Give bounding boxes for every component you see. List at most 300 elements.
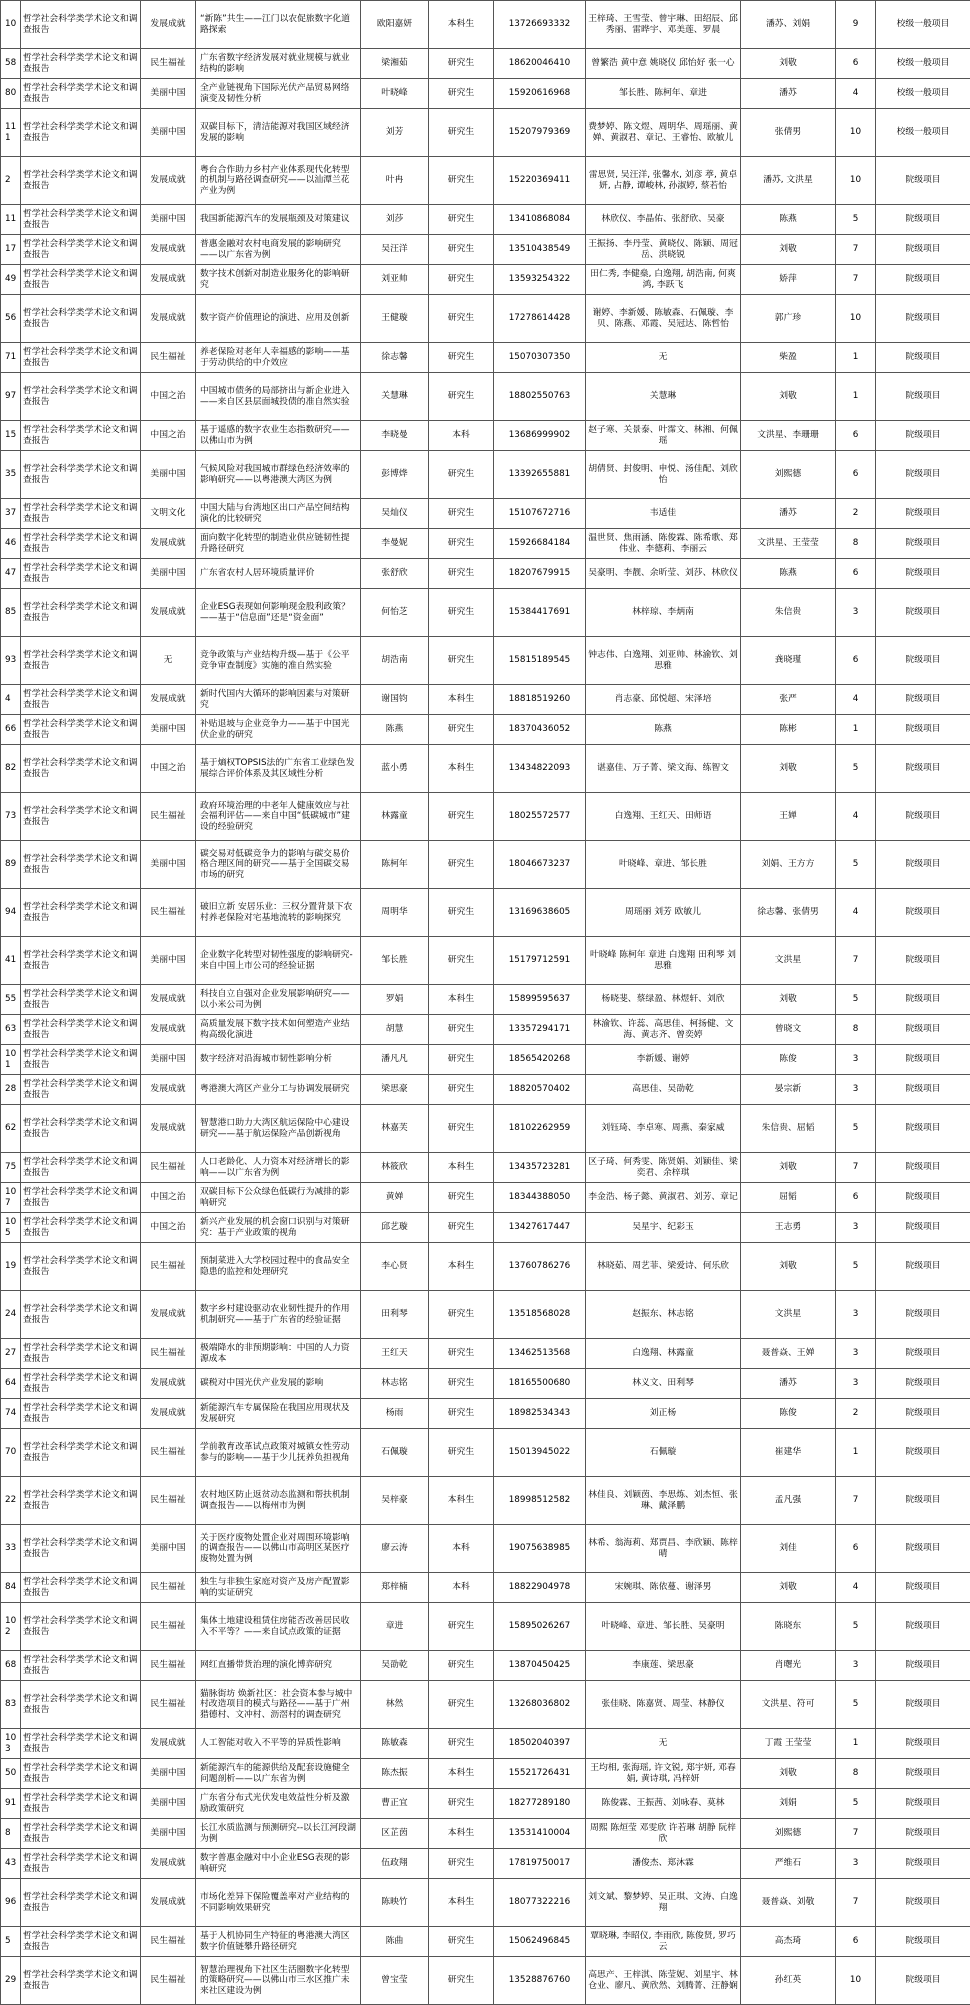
project-grade-cell: 院级项目 bbox=[876, 1573, 970, 1603]
contact-phone-cell: 15179712591 bbox=[494, 937, 586, 985]
project-grade-cell: 院级项目 bbox=[876, 745, 970, 793]
project-theme-cell: 民生福祉 bbox=[141, 1603, 196, 1651]
team-members-cell: 林渝钦、许蕊、高思佳、柯扬健、文海、黄志齐、曾奕婷 bbox=[586, 1015, 741, 1045]
project-theme-cell: 美丽中国 bbox=[141, 79, 196, 109]
team-members-cell: 刘钰琦、李卓寒、周燕、秦家威 bbox=[586, 1105, 741, 1153]
contact-phone-cell: 15207979369 bbox=[494, 109, 586, 157]
project-id-cell: 103 bbox=[1, 1729, 21, 1759]
project-leader-cell: 陈燕 bbox=[361, 715, 429, 745]
contact-phone-cell: 15926684184 bbox=[494, 529, 586, 559]
project-leader-cell: 胡慧 bbox=[361, 1015, 429, 1045]
project-title-cell: 独生与非独生家庭对资产及房产配置影响的实证研究 bbox=[196, 1573, 361, 1603]
member-count-cell: 3 bbox=[836, 1339, 876, 1369]
team-members-cell: 区子琦、何秀雯、陈贤娟、刘颖佳、梁奕君、余梓琪 bbox=[586, 1153, 741, 1183]
project-title-cell: 基于人机协同生产特征的粤港澳大湾区数字价值链攀升路径研究 bbox=[196, 1927, 361, 1957]
advisor-names-cell: 刘敬 bbox=[741, 1243, 836, 1291]
team-members-cell: 刘正杨 bbox=[586, 1399, 741, 1429]
advisor-names-cell: 孙红英 bbox=[741, 1957, 836, 2005]
student-level-cell: 本科生 bbox=[429, 685, 494, 715]
advisor-names-cell: 文洪星、符可 bbox=[741, 1681, 836, 1729]
team-members-cell: 李新媛、谢婷 bbox=[586, 1045, 741, 1075]
member-count-cell: 1 bbox=[836, 1729, 876, 1759]
project-leader-cell: 梁湘茹 bbox=[361, 49, 429, 79]
table-row bbox=[1, 1651, 970, 1681]
member-count-cell: 5 bbox=[836, 1681, 876, 1729]
table-row bbox=[1, 373, 970, 421]
project-rows bbox=[1, 1, 970, 2005]
project-id-cell: 49 bbox=[1, 265, 21, 295]
student-level-cell: 研究生 bbox=[429, 1075, 494, 1105]
member-count-cell: 4 bbox=[836, 793, 876, 841]
project-theme-cell: 美丽中国 bbox=[141, 1819, 196, 1849]
project-category-cell: 哲学社会科学类学术论文和调查报告 bbox=[21, 205, 141, 235]
project-id-cell: 8 bbox=[1, 1819, 21, 1849]
team-members-cell: 韦适佳 bbox=[586, 499, 741, 529]
project-id-cell: 102 bbox=[1, 1603, 21, 1651]
project-category-cell: 哲学社会科学类学术论文和调查报告 bbox=[21, 1105, 141, 1153]
contact-phone-cell: 18046673237 bbox=[494, 841, 586, 889]
project-category-cell: 哲学社会科学类学术论文和调查报告 bbox=[21, 985, 141, 1015]
member-count-cell: 7 bbox=[836, 1153, 876, 1183]
advisor-names-cell: 文洪星 bbox=[741, 937, 836, 985]
project-title-cell: 高质量发展下数字技术如何塑造产业结构高级化演进 bbox=[196, 1015, 361, 1045]
student-level-cell: 本科生 bbox=[429, 1, 494, 49]
team-members-cell: 关慧琳 bbox=[586, 373, 741, 421]
project-id-cell: 50 bbox=[1, 1759, 21, 1789]
contact-phone-cell: 19075638985 bbox=[494, 1525, 586, 1573]
project-category-cell: 哲学社会科学类学术论文和调查报告 bbox=[21, 1525, 141, 1573]
student-level-cell: 本科 bbox=[429, 421, 494, 451]
project-theme-cell: 民生福祉 bbox=[141, 1153, 196, 1183]
project-theme-cell: 民生福祉 bbox=[141, 343, 196, 373]
project-theme-cell: 发展成就 bbox=[141, 157, 196, 205]
project-leader-cell: 林筱欣 bbox=[361, 1153, 429, 1183]
project-grade-cell: 院级项目 bbox=[876, 559, 970, 589]
contact-phone-cell: 13410868084 bbox=[494, 205, 586, 235]
table-row bbox=[1, 265, 970, 295]
project-id-cell: 19 bbox=[1, 1243, 21, 1291]
project-grade-cell: 院级项目 bbox=[876, 1075, 970, 1105]
project-grade-cell: 院级项目 bbox=[876, 1789, 970, 1819]
project-leader-cell: 邱艺璇 bbox=[361, 1213, 429, 1243]
student-level-cell: 研究生 bbox=[429, 343, 494, 373]
table-row bbox=[1, 793, 970, 841]
contact-phone-cell: 15521726431 bbox=[494, 1759, 586, 1789]
project-leader-cell: 曹正宜 bbox=[361, 1789, 429, 1819]
team-members-cell: 高思佳、吴劭乾 bbox=[586, 1075, 741, 1105]
project-grade-cell: 院级项目 bbox=[876, 1291, 970, 1339]
team-members-cell: 谢婷、李新媛、陈敏森、石佩璇、李贝、陈燕、邓霞、吴冠达、陈哲怡 bbox=[586, 295, 741, 343]
advisor-names-cell: 郭广珍 bbox=[741, 295, 836, 343]
project-title-cell: 广东省数字经济发展对就业规模与就业结构的影响 bbox=[196, 49, 361, 79]
project-category-cell: 哲学社会科学类学术论文和调查报告 bbox=[21, 793, 141, 841]
advisor-names-cell: 文洪星、李珊珊 bbox=[741, 421, 836, 451]
contact-phone-cell: 18207679915 bbox=[494, 559, 586, 589]
student-level-cell: 研究生 bbox=[429, 1183, 494, 1213]
advisor-names-cell: 陈燕 bbox=[741, 559, 836, 589]
project-leader-cell: 曾宝莹 bbox=[361, 1957, 429, 2005]
table-row bbox=[1, 295, 970, 343]
table-row bbox=[1, 1927, 970, 1957]
project-title-cell: 政府环境治理的中老年人健康效应与社会福利评估——来自中国“低碳城市”建设的经验研究 bbox=[196, 793, 361, 841]
project-id-cell: 27 bbox=[1, 1339, 21, 1369]
project-title-cell: 数字技术创新对制造业服务化的影响研究 bbox=[196, 265, 361, 295]
student-level-cell: 研究生 bbox=[429, 841, 494, 889]
contact-phone-cell: 18802550763 bbox=[494, 373, 586, 421]
table-row bbox=[1, 559, 970, 589]
table-row bbox=[1, 1183, 970, 1213]
project-leader-cell: 刘莎 bbox=[361, 205, 429, 235]
project-grade-cell: 院级项目 bbox=[876, 1399, 970, 1429]
student-level-cell: 本科生 bbox=[429, 985, 494, 1015]
advisor-names-cell: 刘娟 bbox=[741, 1789, 836, 1819]
team-members-cell: 林梓琼、李炳南 bbox=[586, 589, 741, 637]
team-members-cell: 林佳良、刘颖茵、李思炼、刘杰恒、张琳、戴泽鹏 bbox=[586, 1477, 741, 1525]
student-level-cell: 研究生 bbox=[429, 1429, 494, 1477]
project-theme-cell: 发展成就 bbox=[141, 1729, 196, 1759]
contact-phone-cell: 13434822093 bbox=[494, 745, 586, 793]
member-count-cell: 4 bbox=[836, 1573, 876, 1603]
project-title-cell: 我国新能源汽车的发展瓶颈及对策建议 bbox=[196, 205, 361, 235]
team-members-cell: 温世贤、焦雨涵、陈俊霖、陈希歌、郑伟业、李德莉、李丽云 bbox=[586, 529, 741, 559]
project-category-cell: 哲学社会科学类学术论文和调查报告 bbox=[21, 1075, 141, 1105]
project-grade-cell: 院级项目 bbox=[876, 1429, 970, 1477]
project-grade-cell: 院级项目 bbox=[876, 1045, 970, 1075]
contact-phone-cell: 13462513568 bbox=[494, 1339, 586, 1369]
contact-phone-cell: 15062496845 bbox=[494, 1927, 586, 1957]
project-title-cell: 中国大陆与台湾地区出口产品空间结构演化的比较研究 bbox=[196, 499, 361, 529]
member-count-cell: 1 bbox=[836, 343, 876, 373]
project-theme-cell: 民生福祉 bbox=[141, 1573, 196, 1603]
student-level-cell: 研究生 bbox=[429, 1729, 494, 1759]
project-grade-cell: 校级一般项目 bbox=[876, 109, 970, 157]
member-count-cell: 1 bbox=[836, 715, 876, 745]
project-leader-cell: 王健璇 bbox=[361, 295, 429, 343]
table-row bbox=[1, 343, 970, 373]
table-row bbox=[1, 1681, 970, 1729]
project-id-cell: 84 bbox=[1, 1573, 21, 1603]
project-category-cell: 哲学社会科学类学术论文和调查报告 bbox=[21, 1789, 141, 1819]
contact-phone-cell: 13726693332 bbox=[494, 1, 586, 49]
project-theme-cell: 发展成就 bbox=[141, 529, 196, 559]
project-title-cell: 普惠金融对农村电商发展的影响研究——以广东省为例 bbox=[196, 235, 361, 265]
project-theme-cell: 中国之治 bbox=[141, 745, 196, 793]
student-level-cell: 研究生 bbox=[429, 529, 494, 559]
contact-phone-cell: 17819750017 bbox=[494, 1849, 586, 1879]
member-count-cell: 6 bbox=[836, 49, 876, 79]
table-row bbox=[1, 589, 970, 637]
project-leader-cell: 黄婵 bbox=[361, 1183, 429, 1213]
project-category-cell: 哲学社会科学类学术论文和调查报告 bbox=[21, 715, 141, 745]
project-category-cell: 哲学社会科学类学术论文和调查报告 bbox=[21, 1429, 141, 1477]
table-row bbox=[1, 79, 970, 109]
advisor-names-cell: 王婵 bbox=[741, 793, 836, 841]
project-category-cell: 哲学社会科学类学术论文和调查报告 bbox=[21, 1849, 141, 1879]
project-title-cell: 长江水质监测与预测研究--以长江河段湖为例 bbox=[196, 1819, 361, 1849]
project-grade-cell: 院级项目 bbox=[876, 1477, 970, 1525]
project-category-cell: 哲学社会科学类学术论文和调查报告 bbox=[21, 1399, 141, 1429]
project-title-cell: 网红直播带货治理的演化博弈研究 bbox=[196, 1651, 361, 1681]
project-category-cell: 哲学社会科学类学术论文和调查报告 bbox=[21, 1681, 141, 1729]
project-grade-cell: 院级项目 bbox=[876, 1369, 970, 1399]
team-members-cell: 曾繁浩 黄中意 姚晓仪 邱怡好 张一心 bbox=[586, 49, 741, 79]
team-members-cell: 钟志伟、白逸翔、刘亚帅、林渝钦、刘思雅 bbox=[586, 637, 741, 685]
contact-phone-cell: 13870450425 bbox=[494, 1651, 586, 1681]
project-category-cell: 哲学社会科学类学术论文和调查报告 bbox=[21, 373, 141, 421]
project-id-cell: 73 bbox=[1, 793, 21, 841]
student-level-cell: 本科生 bbox=[429, 1153, 494, 1183]
project-leader-cell: 田利琴 bbox=[361, 1291, 429, 1339]
project-theme-cell: 美丽中国 bbox=[141, 715, 196, 745]
project-id-cell: 5 bbox=[1, 1927, 21, 1957]
team-members-cell: 白逸翔、王红天、田师语 bbox=[586, 793, 741, 841]
advisor-names-cell: 刘佳 bbox=[741, 1525, 836, 1573]
advisor-names-cell: 刘敬 bbox=[741, 745, 836, 793]
contact-phone-cell: 18565420268 bbox=[494, 1045, 586, 1075]
project-theme-cell: 美丽中国 bbox=[141, 841, 196, 889]
student-level-cell: 研究生 bbox=[429, 589, 494, 637]
table-row bbox=[1, 1399, 970, 1429]
member-count-cell: 3 bbox=[836, 1291, 876, 1339]
project-id-cell: 66 bbox=[1, 715, 21, 745]
project-leader-cell: 周明华 bbox=[361, 889, 429, 937]
project-grade-cell: 校级一般项目 bbox=[876, 1, 970, 49]
student-level-cell: 研究生 bbox=[429, 295, 494, 343]
student-level-cell: 研究生 bbox=[429, 715, 494, 745]
advisor-names-cell: 柴盈 bbox=[741, 343, 836, 373]
student-level-cell: 本科生 bbox=[429, 1819, 494, 1849]
project-leader-cell: 杨雨 bbox=[361, 1399, 429, 1429]
member-count-cell: 7 bbox=[836, 1879, 876, 1927]
project-category-cell: 哲学社会科学类学术论文和调查报告 bbox=[21, 1573, 141, 1603]
team-members-cell: 高思产、王梓淇、陈莹妮、刘星宇、林仓业、廖凡、黄欣然、刘腾菁、汪静娴 bbox=[586, 1957, 741, 2005]
contact-phone-cell: 15220369411 bbox=[494, 157, 586, 205]
member-count-cell: 3 bbox=[836, 1213, 876, 1243]
project-leader-cell: 李曼妮 bbox=[361, 529, 429, 559]
project-grade-cell: 院级项目 bbox=[876, 1339, 970, 1369]
member-count-cell: 10 bbox=[836, 1957, 876, 2005]
project-leader-cell: 欧阳嘉妍 bbox=[361, 1, 429, 49]
project-leader-cell: 林露童 bbox=[361, 793, 429, 841]
project-leader-cell: 李心贤 bbox=[361, 1243, 429, 1291]
contact-phone-cell: 18822904978 bbox=[494, 1573, 586, 1603]
project-grade-cell: 院级项目 bbox=[876, 793, 970, 841]
project-grade-cell: 院级项目 bbox=[876, 841, 970, 889]
project-id-cell: 43 bbox=[1, 1849, 21, 1879]
project-grade-cell: 院级项目 bbox=[876, 373, 970, 421]
advisor-names-cell: 刘敬 bbox=[741, 1153, 836, 1183]
contact-phone-cell: 13528876760 bbox=[494, 1957, 586, 2005]
project-id-cell: 35 bbox=[1, 451, 21, 499]
advisor-names-cell: 文洪星 bbox=[741, 1291, 836, 1339]
project-theme-cell: 民生福祉 bbox=[141, 1339, 196, 1369]
project-title-cell: 学前教育改革试点政策对城镇女性劳动参与的影响——基于少儿抚养负担视角 bbox=[196, 1429, 361, 1477]
project-category-cell: 哲学社会科学类学术论文和调查报告 bbox=[21, 109, 141, 157]
project-id-cell: 10 bbox=[1, 1, 21, 49]
project-title-cell: 市场化差异下保险覆盖率对产业结构的不同影响效果研究 bbox=[196, 1879, 361, 1927]
project-theme-cell: 发展成就 bbox=[141, 295, 196, 343]
team-members-cell: 无 bbox=[586, 1729, 741, 1759]
project-title-cell: 企业ESG表现如何影响现金股利政策？——基于“信息面”还是“资金面” bbox=[196, 589, 361, 637]
team-members-cell: 费梦婷、陈文煜、周明华、周瑶丽、黄婵、黄淑君、章记、王睿怡、欧敏儿 bbox=[586, 109, 741, 157]
table-row bbox=[1, 1153, 970, 1183]
team-members-cell: 李金浩、杨子懿、黄淑君、刘芳、章记 bbox=[586, 1183, 741, 1213]
team-members-cell: 肖志豪、邱悦超、宋泽培 bbox=[586, 685, 741, 715]
advisor-names-cell: 刘敬 bbox=[741, 235, 836, 265]
project-grade-cell: 院级项目 bbox=[876, 157, 970, 205]
member-count-cell: 5 bbox=[836, 841, 876, 889]
student-level-cell: 研究生 bbox=[429, 1789, 494, 1819]
team-members-cell: 潘俊杰、郑沐霖 bbox=[586, 1849, 741, 1879]
member-count-cell: 5 bbox=[836, 1105, 876, 1153]
table-row bbox=[1, 205, 970, 235]
project-id-cell: 80 bbox=[1, 79, 21, 109]
advisor-names-cell: 刘敬 bbox=[741, 49, 836, 79]
table-row bbox=[1, 637, 970, 685]
project-id-cell: 96 bbox=[1, 1879, 21, 1927]
student-level-cell: 研究生 bbox=[429, 265, 494, 295]
project-leader-cell: 谢国钧 bbox=[361, 685, 429, 715]
student-level-cell: 研究生 bbox=[429, 1369, 494, 1399]
project-leader-cell: 潘凡凡 bbox=[361, 1045, 429, 1075]
project-leader-cell: 章进 bbox=[361, 1603, 429, 1651]
team-members-cell: 白逸翔、林露童 bbox=[586, 1339, 741, 1369]
contact-phone-cell: 18077322216 bbox=[494, 1879, 586, 1927]
team-members-cell: 刘文斌、黎梦婷、吴正琪、文涛、白逸翔 bbox=[586, 1879, 741, 1927]
project-category-cell: 哲学社会科学类学术论文和调查报告 bbox=[21, 1153, 141, 1183]
project-title-cell: 广东省分布式光伏发电效益性分析及激励政策研究 bbox=[196, 1789, 361, 1819]
team-members-cell: 赵振东、林志铭 bbox=[586, 1291, 741, 1339]
student-level-cell: 研究生 bbox=[429, 451, 494, 499]
project-category-cell: 哲学社会科学类学术论文和调查报告 bbox=[21, 559, 141, 589]
contact-phone-cell: 18620046410 bbox=[494, 49, 586, 79]
team-members-cell: 覃晓琳, 李昭仪, 李雨欣, 陈俊贤, 罗巧云 bbox=[586, 1927, 741, 1957]
project-theme-cell: 发展成就 bbox=[141, 1075, 196, 1105]
member-count-cell: 6 bbox=[836, 421, 876, 451]
project-id-cell: 17 bbox=[1, 235, 21, 265]
project-title-cell: 数字资产价值理论的演进、应用及创新 bbox=[196, 295, 361, 343]
project-title-cell: 企业数字化转型对韧性强度的影响研究-来自中国上市公司的经验证据 bbox=[196, 937, 361, 985]
project-title-cell: 智慧治理视角下社区生活圈数字化转型的策略研究——以佛山市三水区推广未来社区建设为例 bbox=[196, 1957, 361, 2005]
project-category-cell: 哲学社会科学类学术论文和调查报告 bbox=[21, 265, 141, 295]
project-title-cell: 人口老龄化、人力资本对经济增长的影响——以广东省为例 bbox=[196, 1153, 361, 1183]
student-level-cell: 研究生 bbox=[429, 793, 494, 841]
student-level-cell: 研究生 bbox=[429, 1651, 494, 1681]
project-grade-cell: 院级项目 bbox=[876, 1213, 970, 1243]
advisor-names-cell: 孟凡强 bbox=[741, 1477, 836, 1525]
contact-phone-cell: 15013945022 bbox=[494, 1429, 586, 1477]
project-grade-cell: 院级项目 bbox=[876, 1015, 970, 1045]
project-leader-cell: 徐志馨 bbox=[361, 343, 429, 373]
project-title-cell: 广东省农村人居环境质量评价 bbox=[196, 559, 361, 589]
project-title-cell: 气候风险对我国城市群绿色经济效率的影响研究——以粤港澳大湾区为例 bbox=[196, 451, 361, 499]
project-title-cell: 补贴退坡与企业竞争力——基于中国光伏企业的研究 bbox=[196, 715, 361, 745]
student-level-cell: 研究生 bbox=[429, 937, 494, 985]
project-title-cell: 碳交易对低碳竞争力的影响与碳交易价格合理区间的研究——基于全国碳交易市场的研究 bbox=[196, 841, 361, 889]
student-level-cell: 研究生 bbox=[429, 49, 494, 79]
table-row bbox=[1, 937, 970, 985]
contact-phone-cell: 15920616968 bbox=[494, 79, 586, 109]
project-id-cell: 82 bbox=[1, 745, 21, 793]
team-members-cell: 周熙 陈烜莹 邓雯欣 许若琳 胡静 阮梓欣 bbox=[586, 1819, 741, 1849]
advisor-names-cell: 朱信贵 bbox=[741, 589, 836, 637]
student-level-cell: 研究生 bbox=[429, 559, 494, 589]
advisor-names-cell: 潘苏 bbox=[741, 499, 836, 529]
member-count-cell: 5 bbox=[836, 1789, 876, 1819]
project-category-cell: 哲学社会科学类学术论文和调查报告 bbox=[21, 889, 141, 937]
project-title-cell: 极端降水的非预期影响：中国的人力资源成本 bbox=[196, 1339, 361, 1369]
member-count-cell: 7 bbox=[836, 265, 876, 295]
project-theme-cell: 民生福祉 bbox=[141, 1477, 196, 1525]
advisor-names-cell: 屈韬 bbox=[741, 1183, 836, 1213]
project-title-cell: 数字普惠金融对中小企业ESG表现的影响研究 bbox=[196, 1849, 361, 1879]
member-count-cell: 4 bbox=[836, 685, 876, 715]
member-count-cell: 3 bbox=[836, 1651, 876, 1681]
table-row bbox=[1, 1525, 970, 1573]
project-grade-cell: 院级项目 bbox=[876, 1603, 970, 1651]
contact-phone-cell: 18165500680 bbox=[494, 1369, 586, 1399]
project-category-cell: 哲学社会科学类学术论文和调查报告 bbox=[21, 79, 141, 109]
project-grade-cell: 院级项目 bbox=[876, 937, 970, 985]
student-level-cell: 研究生 bbox=[429, 109, 494, 157]
project-category-cell: 哲学社会科学类学术论文和调查报告 bbox=[21, 343, 141, 373]
project-theme-cell: 发展成就 bbox=[141, 1105, 196, 1153]
team-members-cell: 吴豪明、李靓、余昕莹、刘莎、林欣仪 bbox=[586, 559, 741, 589]
student-level-cell: 研究生 bbox=[429, 205, 494, 235]
advisor-names-cell: 朱信贵、屈韬 bbox=[741, 1105, 836, 1153]
project-id-cell: 93 bbox=[1, 637, 21, 685]
member-count-cell: 5 bbox=[836, 1603, 876, 1651]
member-count-cell: 3 bbox=[836, 1075, 876, 1105]
project-category-cell: 哲学社会科学类学术论文和调查报告 bbox=[21, 235, 141, 265]
contact-phone-cell: 18102262959 bbox=[494, 1105, 586, 1153]
member-count-cell: 7 bbox=[836, 1477, 876, 1525]
project-leader-cell: 石佩璇 bbox=[361, 1429, 429, 1477]
advisor-names-cell: 丁霞 王莹莹 bbox=[741, 1729, 836, 1759]
project-grade-cell: 院级项目 bbox=[876, 205, 970, 235]
project-title-cell: “新陈”共生——江门以农促旅数字化道路探索 bbox=[196, 1, 361, 49]
student-level-cell: 本科生 bbox=[429, 1243, 494, 1291]
project-category-cell: 哲学社会科学类学术论文和调查报告 bbox=[21, 745, 141, 793]
advisor-names-cell: 陈俊 bbox=[741, 1399, 836, 1429]
table-row bbox=[1, 49, 970, 79]
project-title-cell: 双碳目标下公众绿色低碳行为减排的影响研究 bbox=[196, 1183, 361, 1213]
project-leader-cell: 陈杰振 bbox=[361, 1759, 429, 1789]
table-row bbox=[1, 1045, 970, 1075]
project-theme-cell: 发展成就 bbox=[141, 985, 196, 1015]
student-level-cell: 研究生 bbox=[429, 157, 494, 205]
project-leader-cell: 廖云涛 bbox=[361, 1525, 429, 1573]
table-row bbox=[1, 1789, 970, 1819]
project-title-cell: 全产业链视角下国际光伏产品贸易网络演变及韧性分析 bbox=[196, 79, 361, 109]
project-id-cell: 62 bbox=[1, 1105, 21, 1153]
project-grade-cell: 院级项目 bbox=[876, 451, 970, 499]
project-id-cell: 37 bbox=[1, 499, 21, 529]
project-grade-cell: 院级项目 bbox=[876, 1819, 970, 1849]
advisor-names-cell: 陈彬 bbox=[741, 715, 836, 745]
project-id-cell: 101 bbox=[1, 1045, 21, 1075]
table-row bbox=[1, 1369, 970, 1399]
project-grade-cell: 院级项目 bbox=[876, 1183, 970, 1213]
advisor-names-cell: 潘苏, 文洪星 bbox=[741, 157, 836, 205]
advisor-names-cell: 崔建华 bbox=[741, 1429, 836, 1477]
project-theme-cell: 美丽中国 bbox=[141, 205, 196, 235]
project-id-cell: 41 bbox=[1, 937, 21, 985]
member-count-cell: 8 bbox=[836, 529, 876, 559]
member-count-cell: 6 bbox=[836, 451, 876, 499]
project-leader-cell: 林然 bbox=[361, 1681, 429, 1729]
project-theme-cell: 民生福祉 bbox=[141, 1957, 196, 2005]
